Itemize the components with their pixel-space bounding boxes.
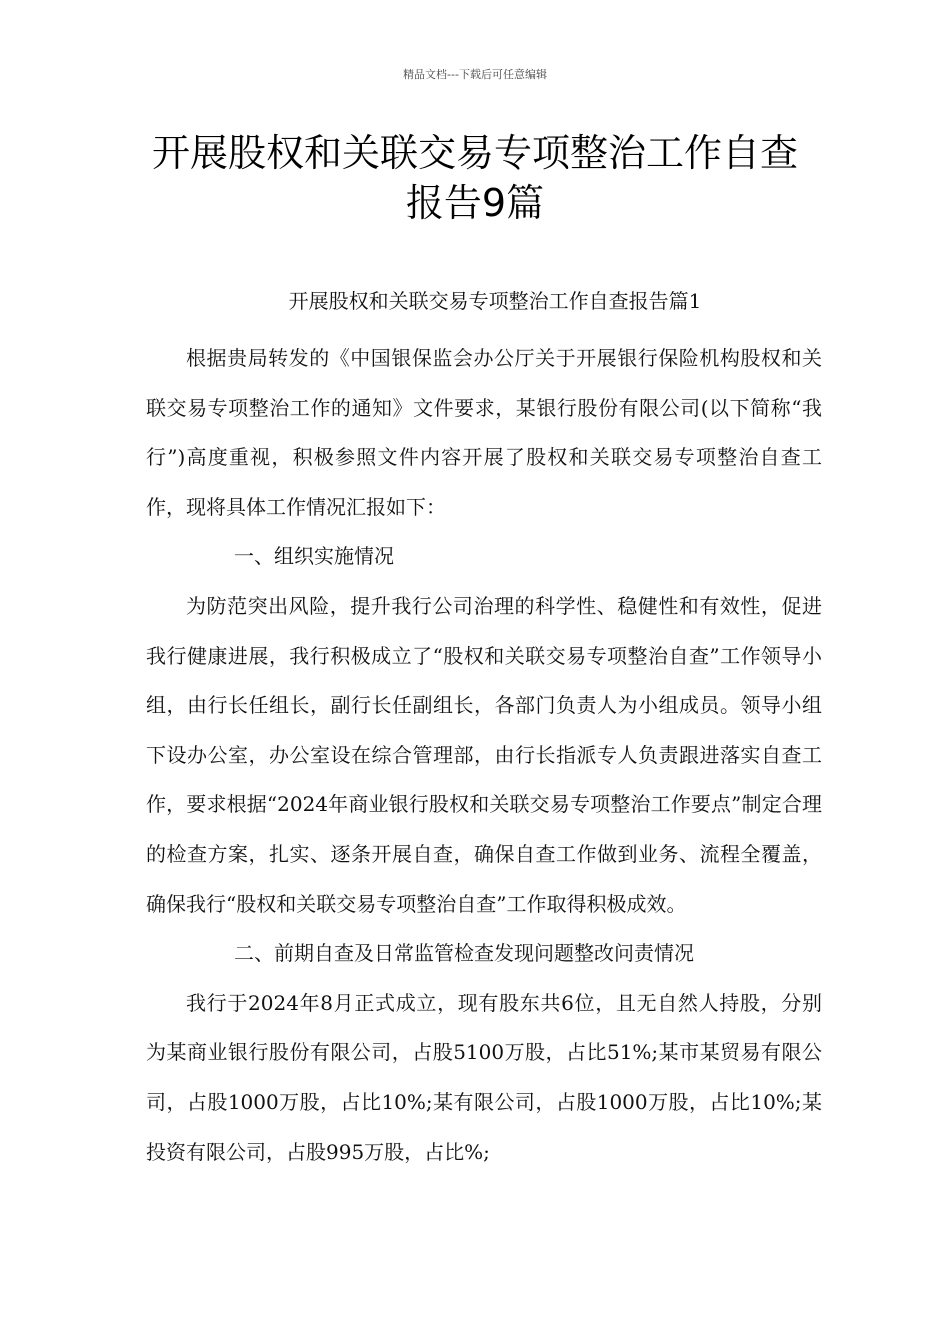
document-title	[0, 128, 950, 228]
section-heading-2: 二、前期自查及日常监管检查发现问题整改问责情况	[234, 941, 694, 966]
body-paragraph-2: 为防范突出风险，提升我行公司治理的科学性、稳健性和有效性，促进我行健康进展，我行积极成立了“股权和关联交易专项整治自查”工作领导小组，由行长任组长，副行长任副组长，各部门负责人为小组成员。领导小组下设办公室，办公室设在综合管理部，由行长指派专人负责跟进落实自查工作，要求根据“2024年商业银行股权和关联交易专项整治工作要点”制定合理的检查方案，扎实、逐条开展自查，确保自查工作做到业务、流程全覆盖，确保我行“股权和关联交易专项整治自查”工作取得积极成效。	[146, 593, 822, 916]
body-paragraph-1: 根据贵局转发的《中国银保监会办公厅关于开展银行保险机构股权和关联交易专项整治工作的通知》文件要求，某银行股份有限公司(以下简称“我行”)高度重视，积极参照文件内容开展了股权和关联交易专项整治自查工作，现将具体工作情况汇报如下：	[146, 346, 822, 519]
document-title-line-1: 开展股权和关联交易专项整治工作自查	[151, 131, 798, 175]
body-paragraph-3: 我行于2024年8月正式成立，现有股东共6位，且无自然人持股，分别为某商业银行股份有限公司，占股5100万股，占比51%;某市某贸易有限公司，占股1000万股，占比10%;某有限公司，占股1000万股，占比10%;某投资有限公司，占股995万股，占比%;	[146, 990, 822, 1164]
page-header-note: 精品文档---下载后可任意编辑	[403, 68, 547, 81]
section-heading-1: 一、组织实施情况	[234, 544, 394, 569]
document-body	[146, 334, 822, 1177]
section-subtitle: 开展股权和关联交易专项整治工作自查报告篇1	[288, 289, 702, 313]
document-title-line-2: 报告9篇	[405, 181, 545, 225]
